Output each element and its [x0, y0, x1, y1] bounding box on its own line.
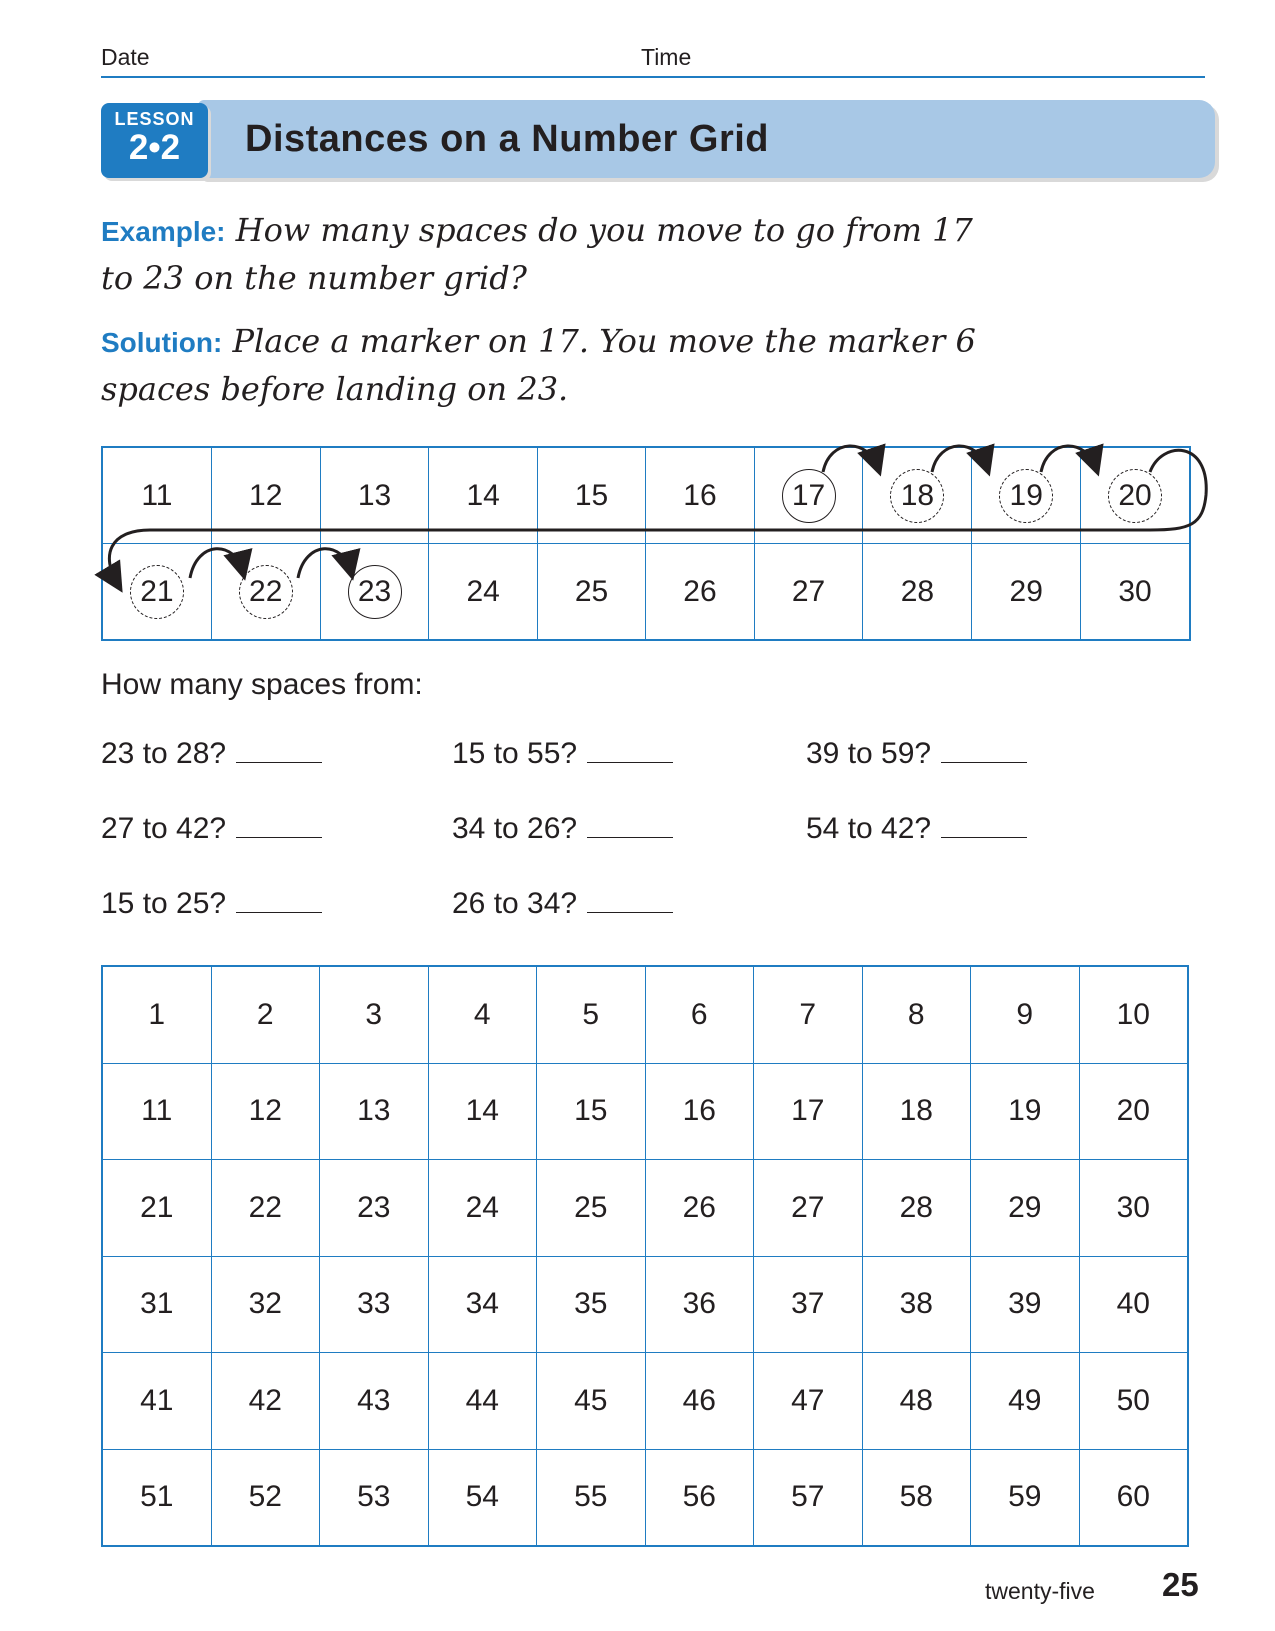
grid-cell[interactable]: 4	[428, 966, 537, 1063]
grid-cell	[320, 544, 429, 641]
grid-cell	[102, 544, 211, 641]
grid-row	[102, 1353, 1188, 1450]
grid-cell[interactable]: 42	[211, 1353, 320, 1450]
cell-number: 14	[466, 478, 500, 512]
solution-label: Solution:	[101, 327, 223, 358]
grid-cell[interactable]: 35	[537, 1256, 646, 1353]
hop-circle: 20	[1108, 469, 1162, 523]
page-number: 25	[1162, 1566, 1199, 1603]
grid-cell[interactable]: 41	[102, 1353, 211, 1450]
grid-cell	[863, 544, 972, 641]
grid-cell	[754, 447, 863, 544]
grid-cell[interactable]: 22	[211, 1160, 320, 1257]
grid-cell[interactable]: 20	[1079, 1063, 1188, 1160]
question-item	[806, 812, 1027, 846]
grid-cell[interactable]: 60	[1079, 1449, 1188, 1546]
grid-row	[102, 1063, 1188, 1160]
answer-blank[interactable]	[236, 888, 322, 913]
grid-cell[interactable]: 31	[102, 1256, 211, 1353]
cell-number: 16	[683, 478, 717, 512]
grid-cell[interactable]: 34	[428, 1256, 537, 1353]
grid-cell[interactable]: 45	[537, 1353, 646, 1450]
example-paragraph	[101, 207, 981, 301]
answer-blank[interactable]	[236, 813, 322, 838]
marker-circle: 23	[348, 565, 402, 619]
hop-circle: 18	[890, 469, 944, 523]
grid-cell[interactable]: 30	[1079, 1160, 1188, 1257]
grid-cell[interactable]: 5	[537, 966, 646, 1063]
answer-blank[interactable]	[236, 738, 322, 763]
question-text: 23 to 28?	[101, 737, 227, 770]
grid-cell	[863, 447, 972, 544]
grid-cell	[537, 447, 645, 544]
grid-row	[102, 1256, 1188, 1353]
grid-row	[102, 966, 1188, 1063]
example-text: How many spaces do you move to go from 17 to 23 on the number grid?	[101, 211, 973, 297]
lesson-word: LESSON	[114, 109, 195, 129]
answer-blank[interactable]	[941, 813, 1027, 838]
grid-cell[interactable]: 33	[320, 1256, 429, 1353]
answer-blank[interactable]	[587, 888, 673, 913]
grid-row	[102, 447, 1190, 544]
grid-cell[interactable]: 39	[971, 1256, 1080, 1353]
grid-cell[interactable]: 2	[211, 966, 320, 1063]
questions-prompt: How many spaces from:	[101, 668, 423, 701]
grid-cell[interactable]: 10	[1079, 966, 1188, 1063]
grid-cell[interactable]: 18	[862, 1063, 971, 1160]
grid-cell[interactable]: 17	[754, 1063, 863, 1160]
grid-cell[interactable]: 53	[320, 1449, 429, 1546]
answer-blank[interactable]	[587, 813, 673, 838]
question-text: 26 to 34?	[452, 887, 578, 920]
grid-cell[interactable]: 7	[754, 966, 863, 1063]
grid-cell[interactable]: 38	[862, 1256, 971, 1353]
grid-cell[interactable]: 3	[320, 966, 429, 1063]
grid-cell	[429, 447, 537, 544]
grid-cell[interactable]: 23	[320, 1160, 429, 1257]
hop-circle: 21	[130, 565, 184, 619]
grid-cell[interactable]: 29	[971, 1160, 1080, 1257]
grid-cell[interactable]: 37	[754, 1256, 863, 1353]
cell-number: 28	[900, 574, 935, 608]
question-text: 39 to 59?	[806, 737, 932, 770]
grid-cell[interactable]: 47	[754, 1353, 863, 1450]
grid-cell[interactable]: 11	[102, 1063, 211, 1160]
page-title: Distances on a Number Grid	[245, 118, 770, 160]
grid-cell	[972, 447, 1081, 544]
question-text: 54 to 42?	[806, 812, 932, 845]
grid-cell	[320, 447, 429, 544]
grid-cell[interactable]: 50	[1079, 1353, 1188, 1450]
grid-cell[interactable]: 49	[971, 1353, 1080, 1450]
grid-cell[interactable]: 24	[428, 1160, 537, 1257]
grid-cell[interactable]: 56	[645, 1449, 754, 1546]
date-time-header	[101, 44, 1205, 78]
question-item	[101, 812, 322, 846]
grid-row	[102, 1449, 1188, 1546]
cell-number: 15	[574, 478, 609, 512]
grid-cell[interactable]: 40	[1079, 1256, 1188, 1353]
grid-cell[interactable]: 59	[971, 1449, 1080, 1546]
grid-row	[102, 1160, 1188, 1257]
hop-circle: 19	[999, 469, 1053, 523]
cell-number: 24	[466, 574, 500, 608]
grid-cell[interactable]: 58	[862, 1449, 971, 1546]
cell-number: 30	[1118, 574, 1152, 608]
grid-cell	[646, 447, 754, 544]
solution-paragraph	[101, 318, 981, 412]
grid-cell[interactable]: 46	[645, 1353, 754, 1450]
question-text: 15 to 25?	[101, 887, 227, 920]
example-number-grid	[101, 446, 1191, 641]
grid-cell	[754, 544, 863, 641]
grid-cell	[102, 447, 211, 544]
grid-cell[interactable]: 44	[428, 1353, 537, 1450]
grid-cell[interactable]: 12	[211, 1063, 320, 1160]
time-label: Time	[641, 44, 692, 70]
question-text: 34 to 26?	[452, 812, 578, 845]
question-item	[452, 887, 673, 921]
cell-number: 27	[791, 574, 826, 608]
grid-cell[interactable]: 48	[862, 1353, 971, 1450]
grid-cell[interactable]: 32	[211, 1256, 320, 1353]
cell-number: 29	[1009, 574, 1043, 608]
cell-number: 25	[574, 574, 609, 608]
grid-cell[interactable]: 25	[537, 1160, 646, 1257]
grid-cell[interactable]: 52	[211, 1449, 320, 1546]
grid-cell	[211, 447, 320, 544]
grid-cell	[1081, 447, 1190, 544]
grid-cell[interactable]: 36	[645, 1256, 754, 1353]
question-item	[101, 737, 322, 771]
grid-cell[interactable]: 27	[754, 1160, 863, 1257]
question-text: 27 to 42?	[101, 812, 227, 845]
grid-row	[102, 544, 1190, 641]
answer-blank[interactable]	[587, 738, 673, 763]
question-item	[101, 887, 322, 921]
question-item	[452, 737, 673, 771]
cell-number: 13	[357, 478, 392, 512]
grid-cell[interactable]: 1	[102, 966, 211, 1063]
question-item	[806, 737, 1027, 771]
grid-cell	[429, 544, 537, 641]
grid-cell[interactable]: 57	[754, 1449, 863, 1546]
grid-cell[interactable]: 13	[320, 1063, 429, 1160]
page-number-word: twenty-five	[985, 1578, 1095, 1604]
question-item	[452, 812, 673, 846]
number-grid	[101, 965, 1189, 1547]
grid-cell[interactable]: 16	[645, 1063, 754, 1160]
grid-cell[interactable]: 43	[320, 1353, 429, 1450]
date-label: Date	[101, 44, 150, 70]
cell-number: 12	[249, 478, 283, 512]
grid-cell[interactable]: 54	[428, 1449, 537, 1546]
grid-cell[interactable]: 19	[971, 1063, 1080, 1160]
grid-cell	[537, 544, 645, 641]
grid-cell	[211, 544, 320, 641]
grid-cell[interactable]: 21	[102, 1160, 211, 1257]
grid-cell	[972, 544, 1081, 641]
grid-cell[interactable]: 14	[428, 1063, 537, 1160]
solution-text: Place a marker on 17. You move the marker 6 spaces before landing on 23.	[101, 322, 976, 408]
grid-cell[interactable]: 28	[862, 1160, 971, 1257]
grid-cell[interactable]: 26	[645, 1160, 754, 1257]
hop-circle: 22	[239, 565, 293, 619]
grid-cell	[1081, 544, 1190, 641]
grid-cell[interactable]: 51	[102, 1449, 211, 1546]
cell-number: 26	[683, 574, 717, 608]
grid-cell[interactable]: 55	[537, 1449, 646, 1546]
example-label: Example:	[101, 216, 226, 247]
answer-blank[interactable]	[941, 738, 1027, 763]
marker-circle: 17	[782, 469, 836, 523]
grid-cell[interactable]: 15	[537, 1063, 646, 1160]
grid-cell[interactable]: 9	[971, 966, 1080, 1063]
question-text: 15 to 55?	[452, 737, 578, 770]
grid-cell	[646, 544, 754, 641]
grid-cell[interactable]: 8	[862, 966, 971, 1063]
lesson-badge	[101, 103, 208, 178]
cell-number: 11	[141, 478, 173, 512]
grid-cell[interactable]: 6	[645, 966, 754, 1063]
lesson-number: 2•2	[128, 128, 181, 167]
